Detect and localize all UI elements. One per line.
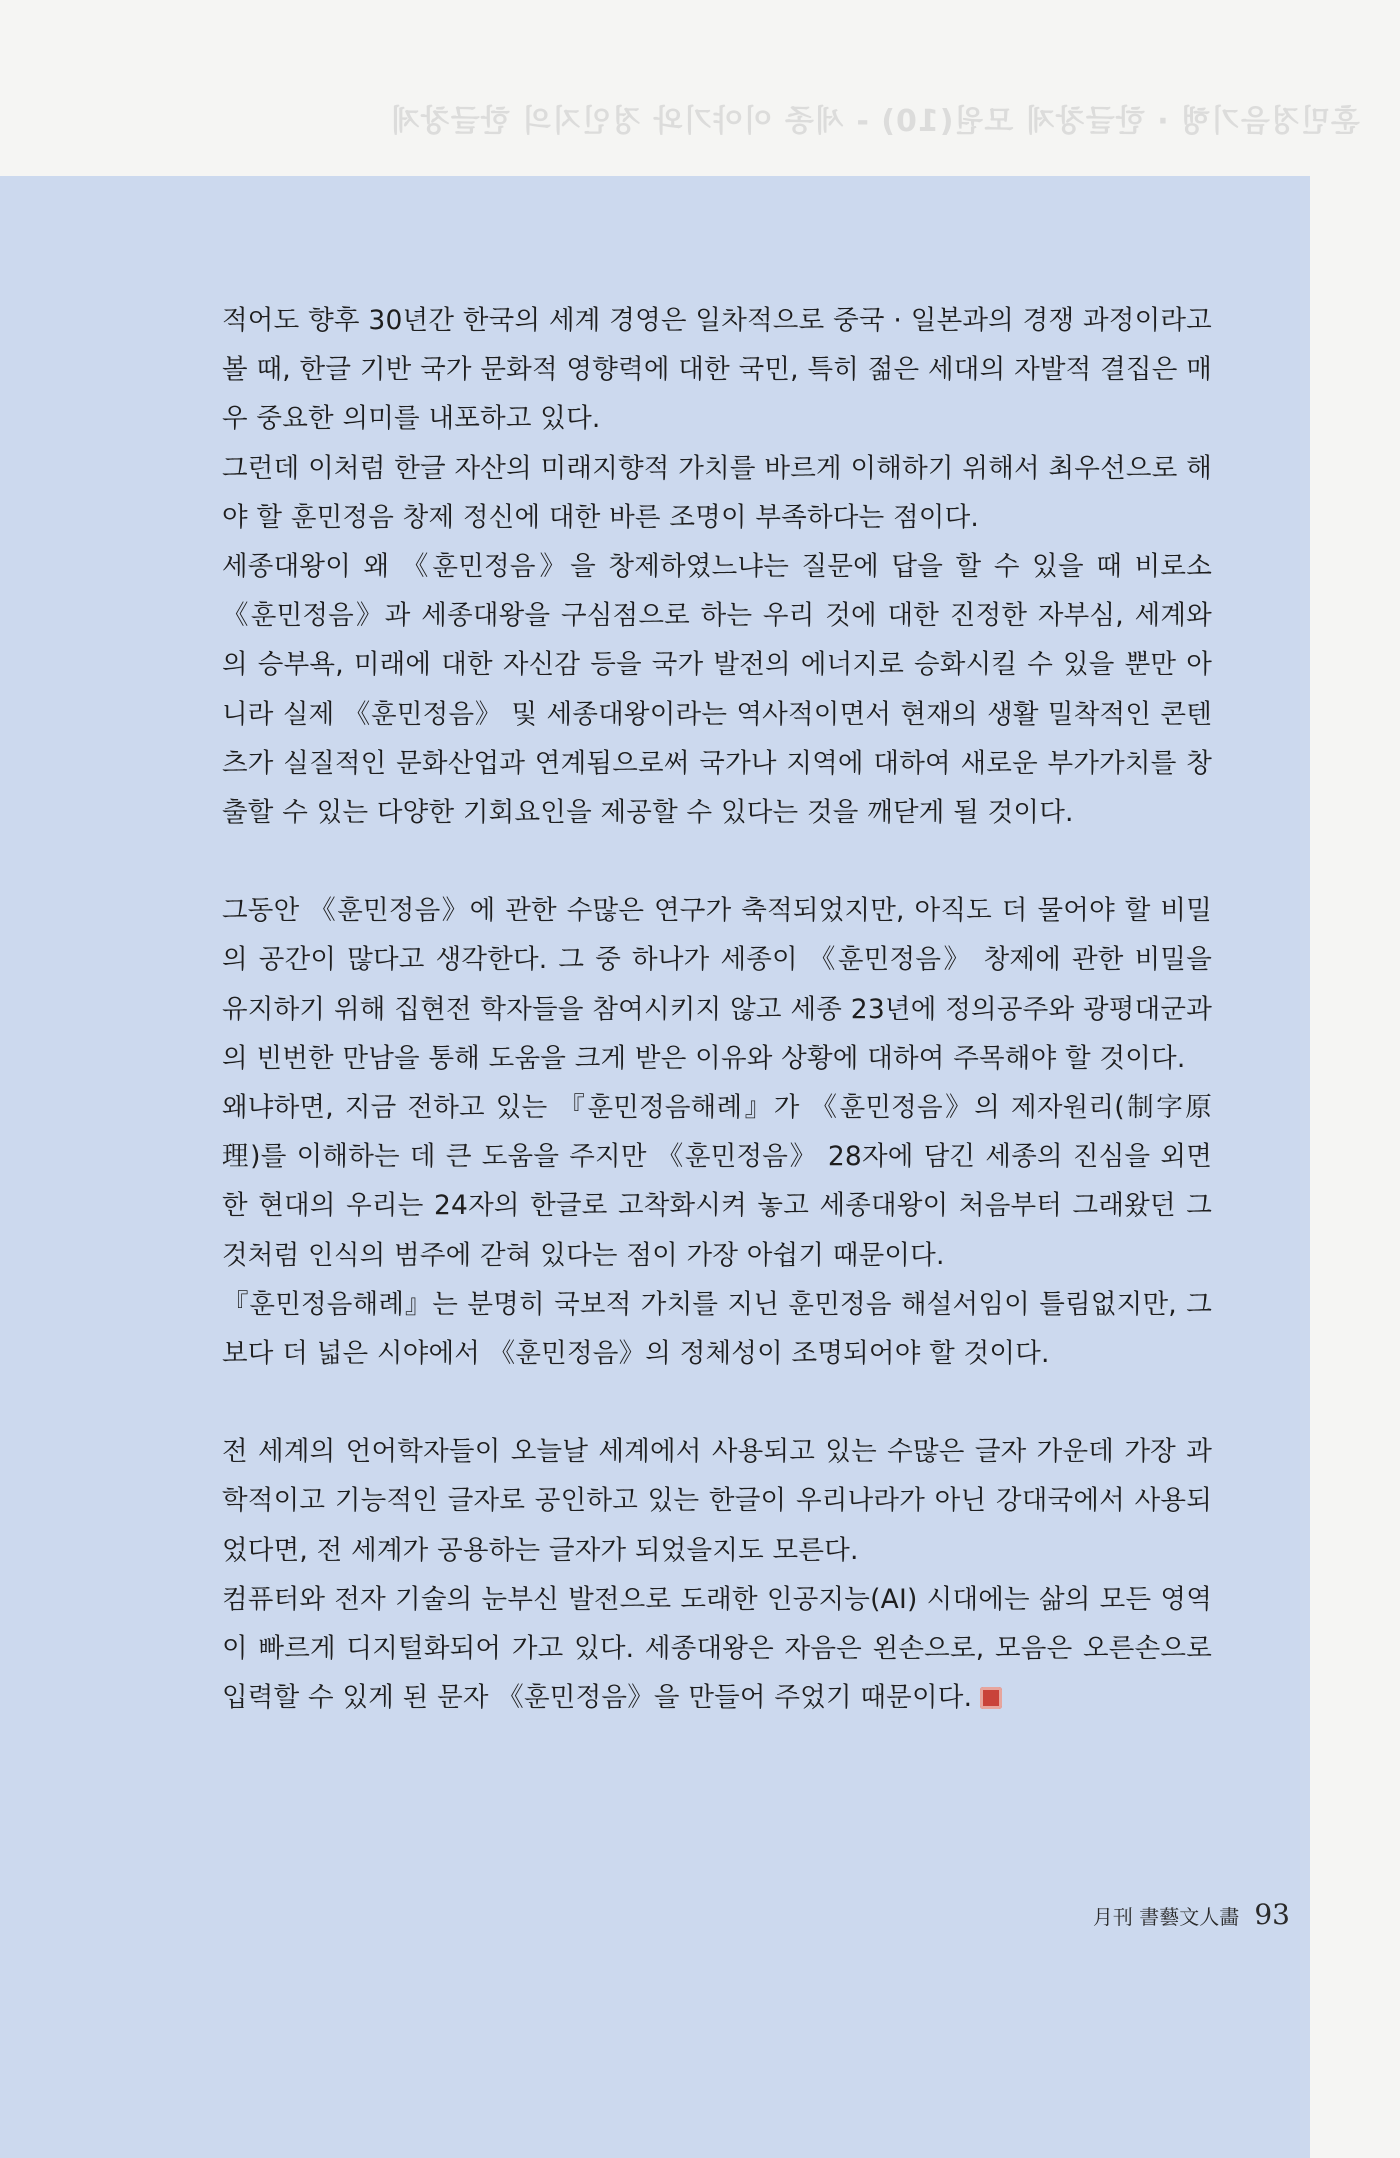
paragraph-gap [222, 1378, 1212, 1427]
paragraph-4: 그동안 《훈민정음》에 관한 수많은 연구가 축적되었지만, 아직도 더 물어야 할 비밀의 공간이 많다고 생각한다. 그 중 하나가 세종이 《훈민정음》 창제에 관한 비밀을 유지하기 위해 집현전 학자들을 참여시키지 않고 세종 23년에 정의공주와 광평대군과의 빈번한 만남을 통해 도움을 크게 받은 이유와 상황에 대하여 주목해야 할 것이다. [222, 895, 1212, 1074]
paragraph-5: 왜냐하면, 지금 전하고 있는 『훈민정음해례』가 《훈민정음》의 제자원리(制字原理)를 이해하는 데 큰 도움을 주지만 《훈민정음》 28자에 담긴 세종의 진심을 외면한 현대의 우리는 24자의 한글로 고착화시켜 놓고 세종대왕이 처음부터 그래왔던 그것처럼 인식의 범주에 갇혀 있다는 점이 가장 아쉽기 때문이다. [222, 1092, 1212, 1271]
page-number: 93 [1254, 1898, 1290, 1931]
paragraph-gap [222, 837, 1212, 886]
paragraph-3: 세종대왕이 왜 《훈민정음》을 창제하였느냐는 질문에 답을 할 수 있을 때 비로소 《훈민정음》과 세종대왕을 구심점으로 하는 우리 것에 대한 진정한 자부심, 세계와의 승부욕, 미래에 대한 자신감 등을 국가 발전의 에너지로 승화시킬 수 있을 뿐만 아니라 실제 《훈민정음》 및 세종대왕이라는 역사적이면서 현재의 생활 밀착적인 콘텐츠가 실질적인 문화산업과 연계됨으로써 국가나 지역에 대하여 새로운 부가가치를 창출할 수 있는 다양한 기회요인을 제공할 수 있다는 것을 깨닫게 될 것이다. [222, 551, 1212, 829]
mirrored-header-bleed: 훈민정음기행 · 한글창제 모원(10) - 세종 이야기와 정인지의 한글창제 [389, 104, 1360, 139]
paragraph-8 [222, 1575, 1212, 1723]
seal-icon [980, 1687, 1002, 1709]
magazine-title: 月刊 書藝文人畵 [1092, 1905, 1240, 1929]
paragraph-6: 『훈민정음해례』는 분명히 국보적 가치를 지닌 훈민정음 해설서임이 틀림없지만, 그보다 더 넓은 시야에서 《훈민정음》의 정체성이 조명되어야 할 것이다. [222, 1288, 1212, 1370]
paragraph-1: 적어도 향후 30년간 한국의 세계 경영은 일차적으로 중국 · 일본과의 경쟁 과정이라고 볼 때, 한글 기반 국가 문화적 영향력에 대한 국민, 특히 젊은 세대의 자발적 결집은 매우 중요한 의미를 내포하고 있다. [222, 305, 1212, 435]
article-body [222, 296, 1212, 1722]
paragraph-7: 전 세계의 언어학자들이 오늘날 세계에서 사용되고 있는 수많은 글자 가운데 가장 과학적이고 기능적인 글자로 공인하고 있는 한글이 우리나라가 아닌 강대국에서 사용되었다면, 전 세계가 공용하는 글자가 되었을지도 모른다. [222, 1436, 1212, 1566]
paragraph-2: 그런데 이처럼 한글 자산의 미래지향적 가치를 바르게 이해하기 위해서 최우선으로 해야 할 훈민정음 창제 정신에 대한 바른 조명이 부족하다는 점이다. [222, 452, 1212, 533]
page-footer [1093, 1898, 1290, 1931]
paragraph-8-text: 컴퓨터와 전자 기술의 눈부신 발전으로 도래한 인공지능(AI) 시대에는 삶의 모든 영역이 빠르게 디지털화되어 가고 있다. 세종대왕은 자음은 왼손으로, 모음은 오른손으로 입력할 수 있게 된 문자 《훈민정음》을 만들어 주었기 때문이다. [222, 1583, 1212, 1714]
